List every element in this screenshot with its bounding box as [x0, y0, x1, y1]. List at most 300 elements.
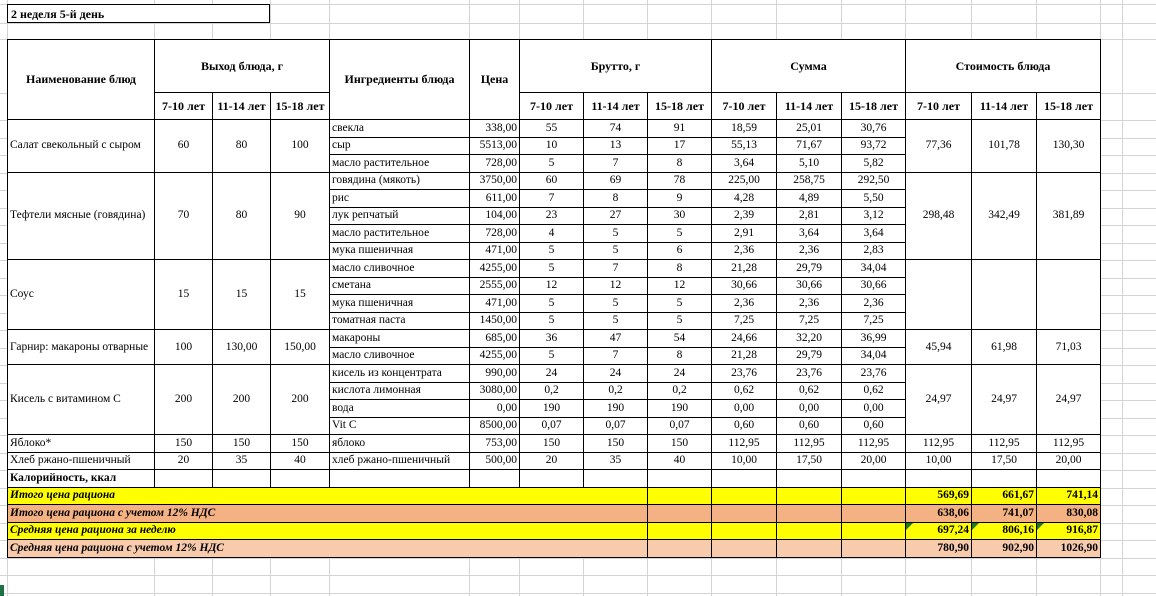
- cell-dish-cost[interactable]: 71,03: [1037, 330, 1101, 365]
- cell-brutto[interactable]: 12: [520, 277, 584, 295]
- cell-sum[interactable]: 3,64: [712, 155, 777, 173]
- cell-brutto[interactable]: 24: [584, 365, 648, 383]
- error-flag-icon: [1037, 523, 1044, 530]
- summary-value-text: 1026,90: [1060, 541, 1098, 554]
- cell-sum[interactable]: 32,20: [777, 330, 842, 348]
- cell[interactable]: [842, 505, 906, 523]
- cell-summary-value[interactable]: [906, 522, 972, 540]
- cell[interactable]: [330, 470, 470, 488]
- cell-brutto[interactable]: 0,07: [584, 417, 648, 435]
- cell[interactable]: [648, 487, 712, 505]
- cell-brutto[interactable]: 0,07: [520, 417, 584, 435]
- cell-dish-cost[interactable]: [906, 260, 972, 330]
- cell-ingredient[interactable]: масло сливочное: [330, 347, 470, 365]
- header-brutto[interactable]: Брутто, г: [520, 40, 712, 93]
- cell-summary-label[interactable]: Средняя цена рациона с учетом 12% НДС: [8, 540, 648, 558]
- cell-output[interactable]: 200: [213, 365, 271, 435]
- summary-value-text: 661,67: [1002, 489, 1034, 502]
- cell-ingredient[interactable]: сметана: [330, 277, 470, 295]
- cell-brutto[interactable]: 24: [648, 365, 712, 383]
- cell-brutto[interactable]: 10: [520, 137, 584, 155]
- cell-sum[interactable]: 2,36: [712, 242, 777, 260]
- cell-brutto[interactable]: 5: [520, 312, 584, 330]
- cell-sum[interactable]: 24,66: [712, 330, 777, 348]
- cell-output[interactable]: 90: [271, 172, 330, 260]
- cell-brutto[interactable]: 12: [648, 277, 712, 295]
- header-sum[interactable]: Сумма: [712, 40, 906, 93]
- cell-sum[interactable]: 30,76: [842, 120, 906, 138]
- cell-output[interactable]: 80: [213, 120, 271, 173]
- cell-ingredient[interactable]: яблоко: [330, 435, 470, 453]
- cell-brutto[interactable]: 6: [648, 242, 712, 260]
- cell-sum[interactable]: 7,25: [777, 312, 842, 330]
- summary-value-text: 830,08: [1066, 506, 1098, 519]
- cell-brutto[interactable]: 5: [520, 347, 584, 365]
- cell-sum[interactable]: 93,72: [842, 137, 906, 155]
- cell-output[interactable]: 200: [271, 365, 330, 435]
- cell-brutto[interactable]: 23: [520, 207, 584, 225]
- table-row: [8, 452, 1101, 470]
- cell-brutto[interactable]: 190: [648, 400, 712, 418]
- cell-brutto[interactable]: 74: [584, 120, 648, 138]
- cell[interactable]: [842, 522, 906, 540]
- cell-dish-name[interactable]: Соус: [8, 260, 155, 330]
- cell-sum[interactable]: 0,00: [842, 400, 906, 418]
- cell-output[interactable]: 15: [271, 260, 330, 330]
- cell-ingredient[interactable]: масло растительное: [330, 225, 470, 243]
- cell-dish-cost[interactable]: 24,97: [906, 365, 972, 435]
- summary-row: [8, 540, 1101, 558]
- cell-brutto[interactable]: 150: [648, 435, 712, 453]
- cell-ingredient[interactable]: макароны: [330, 330, 470, 348]
- table-row: [8, 260, 1101, 278]
- cell-dish-name[interactable]: Яблоко*: [8, 435, 155, 453]
- cell-brutto[interactable]: 5: [584, 295, 648, 313]
- cell-sum[interactable]: 0,60: [712, 417, 777, 435]
- cell-brutto[interactable]: 0,07: [648, 417, 712, 435]
- cell-output[interactable]: 15: [155, 260, 213, 330]
- cell-sum[interactable]: 0,62: [842, 382, 906, 400]
- cell[interactable]: [712, 522, 777, 540]
- cell[interactable]: [584, 470, 648, 488]
- cell-sum[interactable]: 18,59: [712, 120, 777, 138]
- cell-dish-cost[interactable]: [1037, 260, 1101, 330]
- cell-dish-cost[interactable]: 61,98: [972, 330, 1037, 365]
- cell-sum[interactable]: 2,39: [712, 207, 777, 225]
- day-title-cell[interactable]: 2 неделя 5-й день: [7, 4, 270, 23]
- cell-summary-value[interactable]: [1037, 505, 1101, 523]
- header-ingredients[interactable]: Ингредиенты блюда: [330, 40, 470, 120]
- cell-price[interactable]: 728,00: [470, 225, 520, 243]
- cell-dish-cost[interactable]: 20,00: [1037, 452, 1101, 470]
- cell-summary-label[interactable]: Итого цена рациона: [8, 487, 648, 505]
- summary-value-text: 741,07: [1002, 506, 1034, 519]
- cell-sum[interactable]: 30,66: [842, 277, 906, 295]
- cell-output[interactable]: 60: [155, 120, 213, 173]
- cell-summary-value[interactable]: [1037, 487, 1101, 505]
- cell[interactable]: [777, 470, 842, 488]
- cell-dish-cost[interactable]: 77,36: [906, 120, 972, 173]
- cell-sum[interactable]: 36,99: [842, 330, 906, 348]
- cell-output[interactable]: 20: [155, 452, 213, 470]
- cell-brutto[interactable]: 47: [584, 330, 648, 348]
- summary-value-text: 916,87: [1066, 524, 1098, 537]
- cell[interactable]: [648, 470, 712, 488]
- header-age-group[interactable]: 11-14 лет: [972, 93, 1037, 120]
- cell-sum[interactable]: 71,67: [777, 137, 842, 155]
- cell-dish-cost[interactable]: 17,50: [972, 452, 1037, 470]
- table-row: [8, 120, 1101, 138]
- cell-output[interactable]: 15: [213, 260, 271, 330]
- header-cost[interactable]: Стоимость блюда: [906, 40, 1101, 93]
- cell[interactable]: [712, 470, 777, 488]
- cell[interactable]: [712, 540, 777, 558]
- cell-price[interactable]: 338,00: [470, 120, 520, 138]
- cell-brutto[interactable]: 17: [648, 137, 712, 155]
- cell-brutto[interactable]: 8: [648, 260, 712, 278]
- cell-price[interactable]: 3750,00: [470, 172, 520, 190]
- cell-ingredient[interactable]: кислота лимонная: [330, 382, 470, 400]
- cell-ingredient[interactable]: Vit C: [330, 417, 470, 435]
- cell-dish-name[interactable]: Салат свекольный с сыром: [8, 120, 155, 173]
- cell-sum[interactable]: 30,66: [777, 277, 842, 295]
- cell-sum[interactable]: 55,13: [712, 137, 777, 155]
- cell-sum[interactable]: 7,25: [842, 312, 906, 330]
- summary-value-text: 780,90: [937, 541, 969, 554]
- cell-dish-name[interactable]: Гарнир: макароны отварные: [8, 330, 155, 365]
- cell-brutto[interactable]: 5: [648, 312, 712, 330]
- cell-sum[interactable]: 225,00: [712, 172, 777, 190]
- cell-brutto[interactable]: 35: [584, 452, 648, 470]
- table-row: [8, 435, 1101, 453]
- cell-dish-cost[interactable]: 112,95: [972, 435, 1037, 453]
- cell-sum[interactable]: 4,28: [712, 190, 777, 208]
- cell-brutto[interactable]: 54: [648, 330, 712, 348]
- cell[interactable]: [712, 505, 777, 523]
- cell-sum[interactable]: 2,36: [712, 295, 777, 313]
- cell-sum[interactable]: 2,36: [777, 295, 842, 313]
- cell[interactable]: [777, 487, 842, 505]
- cell[interactable]: [1037, 470, 1101, 488]
- cell-sum[interactable]: 29,79: [777, 260, 842, 278]
- cell[interactable]: [470, 470, 520, 488]
- cell-sum[interactable]: 5,50: [842, 190, 906, 208]
- cell-sum[interactable]: 292,50: [842, 172, 906, 190]
- cell-brutto[interactable]: 190: [520, 400, 584, 418]
- cell-sum[interactable]: 0,62: [712, 382, 777, 400]
- cell-brutto[interactable]: 78: [648, 172, 712, 190]
- summary-value-text: 697,24: [937, 524, 969, 537]
- cell-ingredient[interactable]: сыр: [330, 137, 470, 155]
- cell-brutto[interactable]: 5: [520, 260, 584, 278]
- cell[interactable]: [842, 487, 906, 505]
- cell-sum[interactable]: 23,76: [842, 365, 906, 383]
- cell-brutto[interactable]: 5: [584, 225, 648, 243]
- cell-sum[interactable]: 5,10: [777, 155, 842, 173]
- cell-price[interactable]: 104,00: [470, 207, 520, 225]
- cell-ingredient[interactable]: мука пшеничная: [330, 295, 470, 313]
- cell-summary-value[interactable]: [906, 540, 972, 558]
- cell-output[interactable]: 40: [271, 452, 330, 470]
- cell-brutto[interactable]: 5: [648, 225, 712, 243]
- cell-price[interactable]: 611,00: [470, 190, 520, 208]
- cell-price[interactable]: 685,00: [470, 330, 520, 348]
- cell-brutto[interactable]: 7: [520, 190, 584, 208]
- cell-ingredient[interactable]: рис: [330, 190, 470, 208]
- cell-brutto[interactable]: 20: [520, 452, 584, 470]
- cell-dish-cost[interactable]: 10,00: [906, 452, 972, 470]
- cell-sum[interactable]: 3,64: [842, 225, 906, 243]
- cell-summary-value[interactable]: [906, 505, 972, 523]
- cell-sum[interactable]: 7,25: [712, 312, 777, 330]
- cell-brutto[interactable]: 150: [520, 435, 584, 453]
- cell-brutto[interactable]: 8: [648, 347, 712, 365]
- cell-sum[interactable]: 2,81: [777, 207, 842, 225]
- cell[interactable]: [213, 470, 271, 488]
- cell-ingredient[interactable]: свекла: [330, 120, 470, 138]
- cell-dish-cost[interactable]: 45,94: [906, 330, 972, 365]
- table-row: [8, 172, 1101, 190]
- cell[interactable]: [648, 505, 712, 523]
- cell-ingredient[interactable]: масло сливочное: [330, 260, 470, 278]
- cell-price[interactable]: 4255,00: [470, 260, 520, 278]
- cell-ingredient[interactable]: говядина (мякоть): [330, 172, 470, 190]
- cell-sum[interactable]: 25,01: [777, 120, 842, 138]
- summary-value-text: 902,90: [1002, 541, 1034, 554]
- cell[interactable]: [777, 505, 842, 523]
- cell[interactable]: [777, 522, 842, 540]
- error-flag-icon: [972, 523, 979, 530]
- cell-dish-cost[interactable]: [972, 260, 1037, 330]
- cell-sum[interactable]: 3,12: [842, 207, 906, 225]
- cell-dish-cost[interactable]: 130,30: [1037, 120, 1101, 173]
- cell-brutto[interactable]: 5: [520, 242, 584, 260]
- cell-price[interactable]: 990,00: [470, 365, 520, 383]
- cell-sum[interactable]: 4,89: [777, 190, 842, 208]
- cell-brutto[interactable]: 9: [648, 190, 712, 208]
- cell-price[interactable]: 471,00: [470, 242, 520, 260]
- cell-price[interactable]: 500,00: [470, 452, 520, 470]
- cell[interactable]: [842, 470, 906, 488]
- cell-sum[interactable]: 29,79: [777, 347, 842, 365]
- cell-calories-label[interactable]: Калорийность, ккал: [8, 470, 155, 488]
- cell-dish-cost[interactable]: 298,48: [906, 172, 972, 260]
- cell-brutto[interactable]: 5: [648, 295, 712, 313]
- header-age-group[interactable]: 11-14 лет: [584, 93, 648, 120]
- cell[interactable]: [648, 522, 712, 540]
- gridline: [0, 575, 1156, 576]
- cell[interactable]: [648, 540, 712, 558]
- cell-price[interactable]: 5513,00: [470, 137, 520, 155]
- cell-sum[interactable]: 21,28: [712, 347, 777, 365]
- cell[interactable]: [842, 540, 906, 558]
- cell-summary-value[interactable]: [972, 522, 1037, 540]
- summary-value-text: 741,14: [1066, 489, 1098, 502]
- cell-dish-name[interactable]: Кисель с витамином С: [8, 365, 155, 435]
- cell-summary-label[interactable]: Средняя цена рациона за неделю: [8, 522, 648, 540]
- cell-brutto[interactable]: 30: [648, 207, 712, 225]
- header-age-group[interactable]: 15-18 лет: [842, 93, 906, 120]
- cell[interactable]: [972, 470, 1037, 488]
- cell-brutto[interactable]: 4: [520, 225, 584, 243]
- cell-sum[interactable]: 0,62: [777, 382, 842, 400]
- cell-ingredient[interactable]: лук репчатый: [330, 207, 470, 225]
- summary-value-text: 806,16: [1002, 524, 1034, 537]
- cell-sum[interactable]: 10,00: [712, 452, 777, 470]
- header-output[interactable]: Выход блюда, г: [155, 40, 330, 93]
- cell-brutto[interactable]: 5: [520, 155, 584, 173]
- cell-sum[interactable]: 20,00: [842, 452, 906, 470]
- header-dish[interactable]: Наименование блюд: [8, 40, 155, 120]
- cell[interactable]: [906, 470, 972, 488]
- cell-brutto[interactable]: 8: [648, 155, 712, 173]
- cell-sum[interactable]: 258,75: [777, 172, 842, 190]
- cell-price[interactable]: 753,00: [470, 435, 520, 453]
- header-age-group[interactable]: 7-10 лет: [906, 93, 972, 120]
- cell-dish-cost[interactable]: 342,49: [972, 172, 1037, 260]
- cell-output[interactable]: 150: [271, 435, 330, 453]
- header-age-group[interactable]: 7-10 лет: [520, 93, 584, 120]
- cell-summary-value[interactable]: [906, 487, 972, 505]
- cell-sum[interactable]: 30,66: [712, 277, 777, 295]
- cell-summary-label[interactable]: Итого цена рациона с учетом 12% НДС: [8, 505, 648, 523]
- cell-sum[interactable]: 17,50: [777, 452, 842, 470]
- summary-row: [8, 522, 1101, 540]
- cell-output[interactable]: 100: [271, 120, 330, 173]
- cell[interactable]: [520, 470, 584, 488]
- cell-brutto[interactable]: 12: [584, 277, 648, 295]
- header-age-group[interactable]: 7-10 лет: [155, 93, 213, 120]
- cell-output[interactable]: 150: [155, 435, 213, 453]
- cell-dish-name[interactable]: Тефтели мясные (говядина): [8, 172, 155, 260]
- cell-brutto[interactable]: 8: [584, 190, 648, 208]
- cell-price[interactable]: 8500,00: [470, 417, 520, 435]
- cell-sum[interactable]: 112,95: [712, 435, 777, 453]
- cell-sum[interactable]: 23,76: [712, 365, 777, 383]
- cell-brutto[interactable]: 5: [584, 312, 648, 330]
- cell-sum[interactable]: 2,83: [842, 242, 906, 260]
- cell-price[interactable]: 728,00: [470, 155, 520, 173]
- cell-price[interactable]: 4255,00: [470, 347, 520, 365]
- cell-ingredient[interactable]: вода: [330, 400, 470, 418]
- cell-brutto[interactable]: 0,2: [648, 382, 712, 400]
- cell-dish-cost[interactable]: 24,97: [1037, 365, 1101, 435]
- gridline: [0, 23, 1156, 24]
- cell-sum[interactable]: 3,64: [777, 225, 842, 243]
- cell-output[interactable]: 100: [155, 330, 213, 365]
- cell-dish-cost[interactable]: 381,89: [1037, 172, 1101, 260]
- cell-sum[interactable]: 0,00: [777, 400, 842, 418]
- summary-value-text: 638,06: [937, 506, 969, 519]
- cell-brutto[interactable]: 150: [584, 435, 648, 453]
- cell-brutto[interactable]: 7: [584, 155, 648, 173]
- cell-output[interactable]: 200: [155, 365, 213, 435]
- cell[interactable]: [271, 470, 330, 488]
- header-age-group[interactable]: 15-18 лет: [1037, 93, 1101, 120]
- cell-brutto[interactable]: 60: [520, 172, 584, 190]
- cell-brutto[interactable]: 0,2: [584, 382, 648, 400]
- cell-dish-name[interactable]: Хлеб ржано-пшеничный: [8, 452, 155, 470]
- cell-sum[interactable]: 2,36: [842, 295, 906, 313]
- cell-output[interactable]: 80: [213, 172, 271, 260]
- cell-sum[interactable]: 5,82: [842, 155, 906, 173]
- cell-ingredient[interactable]: кисель из концентрата: [330, 365, 470, 383]
- cell-sum[interactable]: 0,00: [712, 400, 777, 418]
- cell-brutto[interactable]: 5: [584, 242, 648, 260]
- cell-brutto[interactable]: 24: [520, 365, 584, 383]
- header-age-group[interactable]: 11-14 лет: [213, 93, 271, 120]
- cell-brutto[interactable]: 27: [584, 207, 648, 225]
- cell-price[interactable]: 2555,00: [470, 277, 520, 295]
- cell-summary-value[interactable]: [972, 505, 1037, 523]
- cell[interactable]: [777, 540, 842, 558]
- cell-ingredient[interactable]: масло растительное: [330, 155, 470, 173]
- cell-price[interactable]: 0,00: [470, 400, 520, 418]
- cell-price[interactable]: 3080,00: [470, 382, 520, 400]
- cell-sum[interactable]: 21,28: [712, 260, 777, 278]
- cell[interactable]: [155, 470, 213, 488]
- cell-brutto[interactable]: 0,2: [520, 382, 584, 400]
- cell-price[interactable]: 1450,00: [470, 312, 520, 330]
- header-age-group[interactable]: 15-18 лет: [648, 93, 712, 120]
- cell-dish-cost[interactable]: 101,78: [972, 120, 1037, 173]
- cell-dish-cost[interactable]: 112,95: [1037, 435, 1101, 453]
- cell-brutto[interactable]: 91: [648, 120, 712, 138]
- cell-summary-value[interactable]: [972, 487, 1037, 505]
- cell-dish-cost[interactable]: 24,97: [972, 365, 1037, 435]
- cell-sum[interactable]: 112,95: [842, 435, 906, 453]
- cell-output[interactable]: 150,00: [271, 330, 330, 365]
- cell-ingredient[interactable]: мука пшеничная: [330, 242, 470, 260]
- cell-brutto[interactable]: 55: [520, 120, 584, 138]
- menu-cost-table: [7, 39, 1101, 558]
- cell-sum[interactable]: 2,36: [777, 242, 842, 260]
- cell-output[interactable]: 35: [213, 452, 271, 470]
- cell-brutto[interactable]: 40: [648, 452, 712, 470]
- header-age-group[interactable]: 7-10 лет: [712, 93, 777, 120]
- cell-ingredient[interactable]: хлеб ржано-пшеничный: [330, 452, 470, 470]
- cell-output[interactable]: 70: [155, 172, 213, 260]
- cell[interactable]: [712, 487, 777, 505]
- cell-brutto[interactable]: 5: [520, 295, 584, 313]
- cell-sum[interactable]: 2,91: [712, 225, 777, 243]
- header-price[interactable]: Цена: [470, 40, 520, 120]
- cell-output[interactable]: 150: [213, 435, 271, 453]
- cell-summary-value[interactable]: [1037, 522, 1101, 540]
- cell-sum[interactable]: 0,60: [842, 417, 906, 435]
- cell-sum[interactable]: 23,76: [777, 365, 842, 383]
- cell-output[interactable]: 130,00: [213, 330, 271, 365]
- summary-row: [8, 487, 1101, 505]
- cell-sum[interactable]: 112,95: [777, 435, 842, 453]
- cell-brutto[interactable]: 13: [584, 137, 648, 155]
- cell-ingredient[interactable]: томатная паста: [330, 312, 470, 330]
- cell-brutto[interactable]: 36: [520, 330, 584, 348]
- cell-sum[interactable]: 34,04: [842, 260, 906, 278]
- cell-sum[interactable]: 34,04: [842, 347, 906, 365]
- cell-summary-value[interactable]: [1037, 540, 1101, 558]
- cell-brutto[interactable]: 69: [584, 172, 648, 190]
- cell-brutto[interactable]: 190: [584, 400, 648, 418]
- cell-price[interactable]: 471,00: [470, 295, 520, 313]
- cell-dish-cost[interactable]: 112,95: [906, 435, 972, 453]
- header-age-group[interactable]: 11-14 лет: [777, 93, 842, 120]
- cell-brutto[interactable]: 7: [584, 260, 648, 278]
- header-age-group[interactable]: 15-18 лет: [271, 93, 330, 120]
- cell-sum[interactable]: 0,60: [777, 417, 842, 435]
- cell-summary-value[interactable]: [972, 540, 1037, 558]
- cell-brutto[interactable]: 7: [584, 347, 648, 365]
